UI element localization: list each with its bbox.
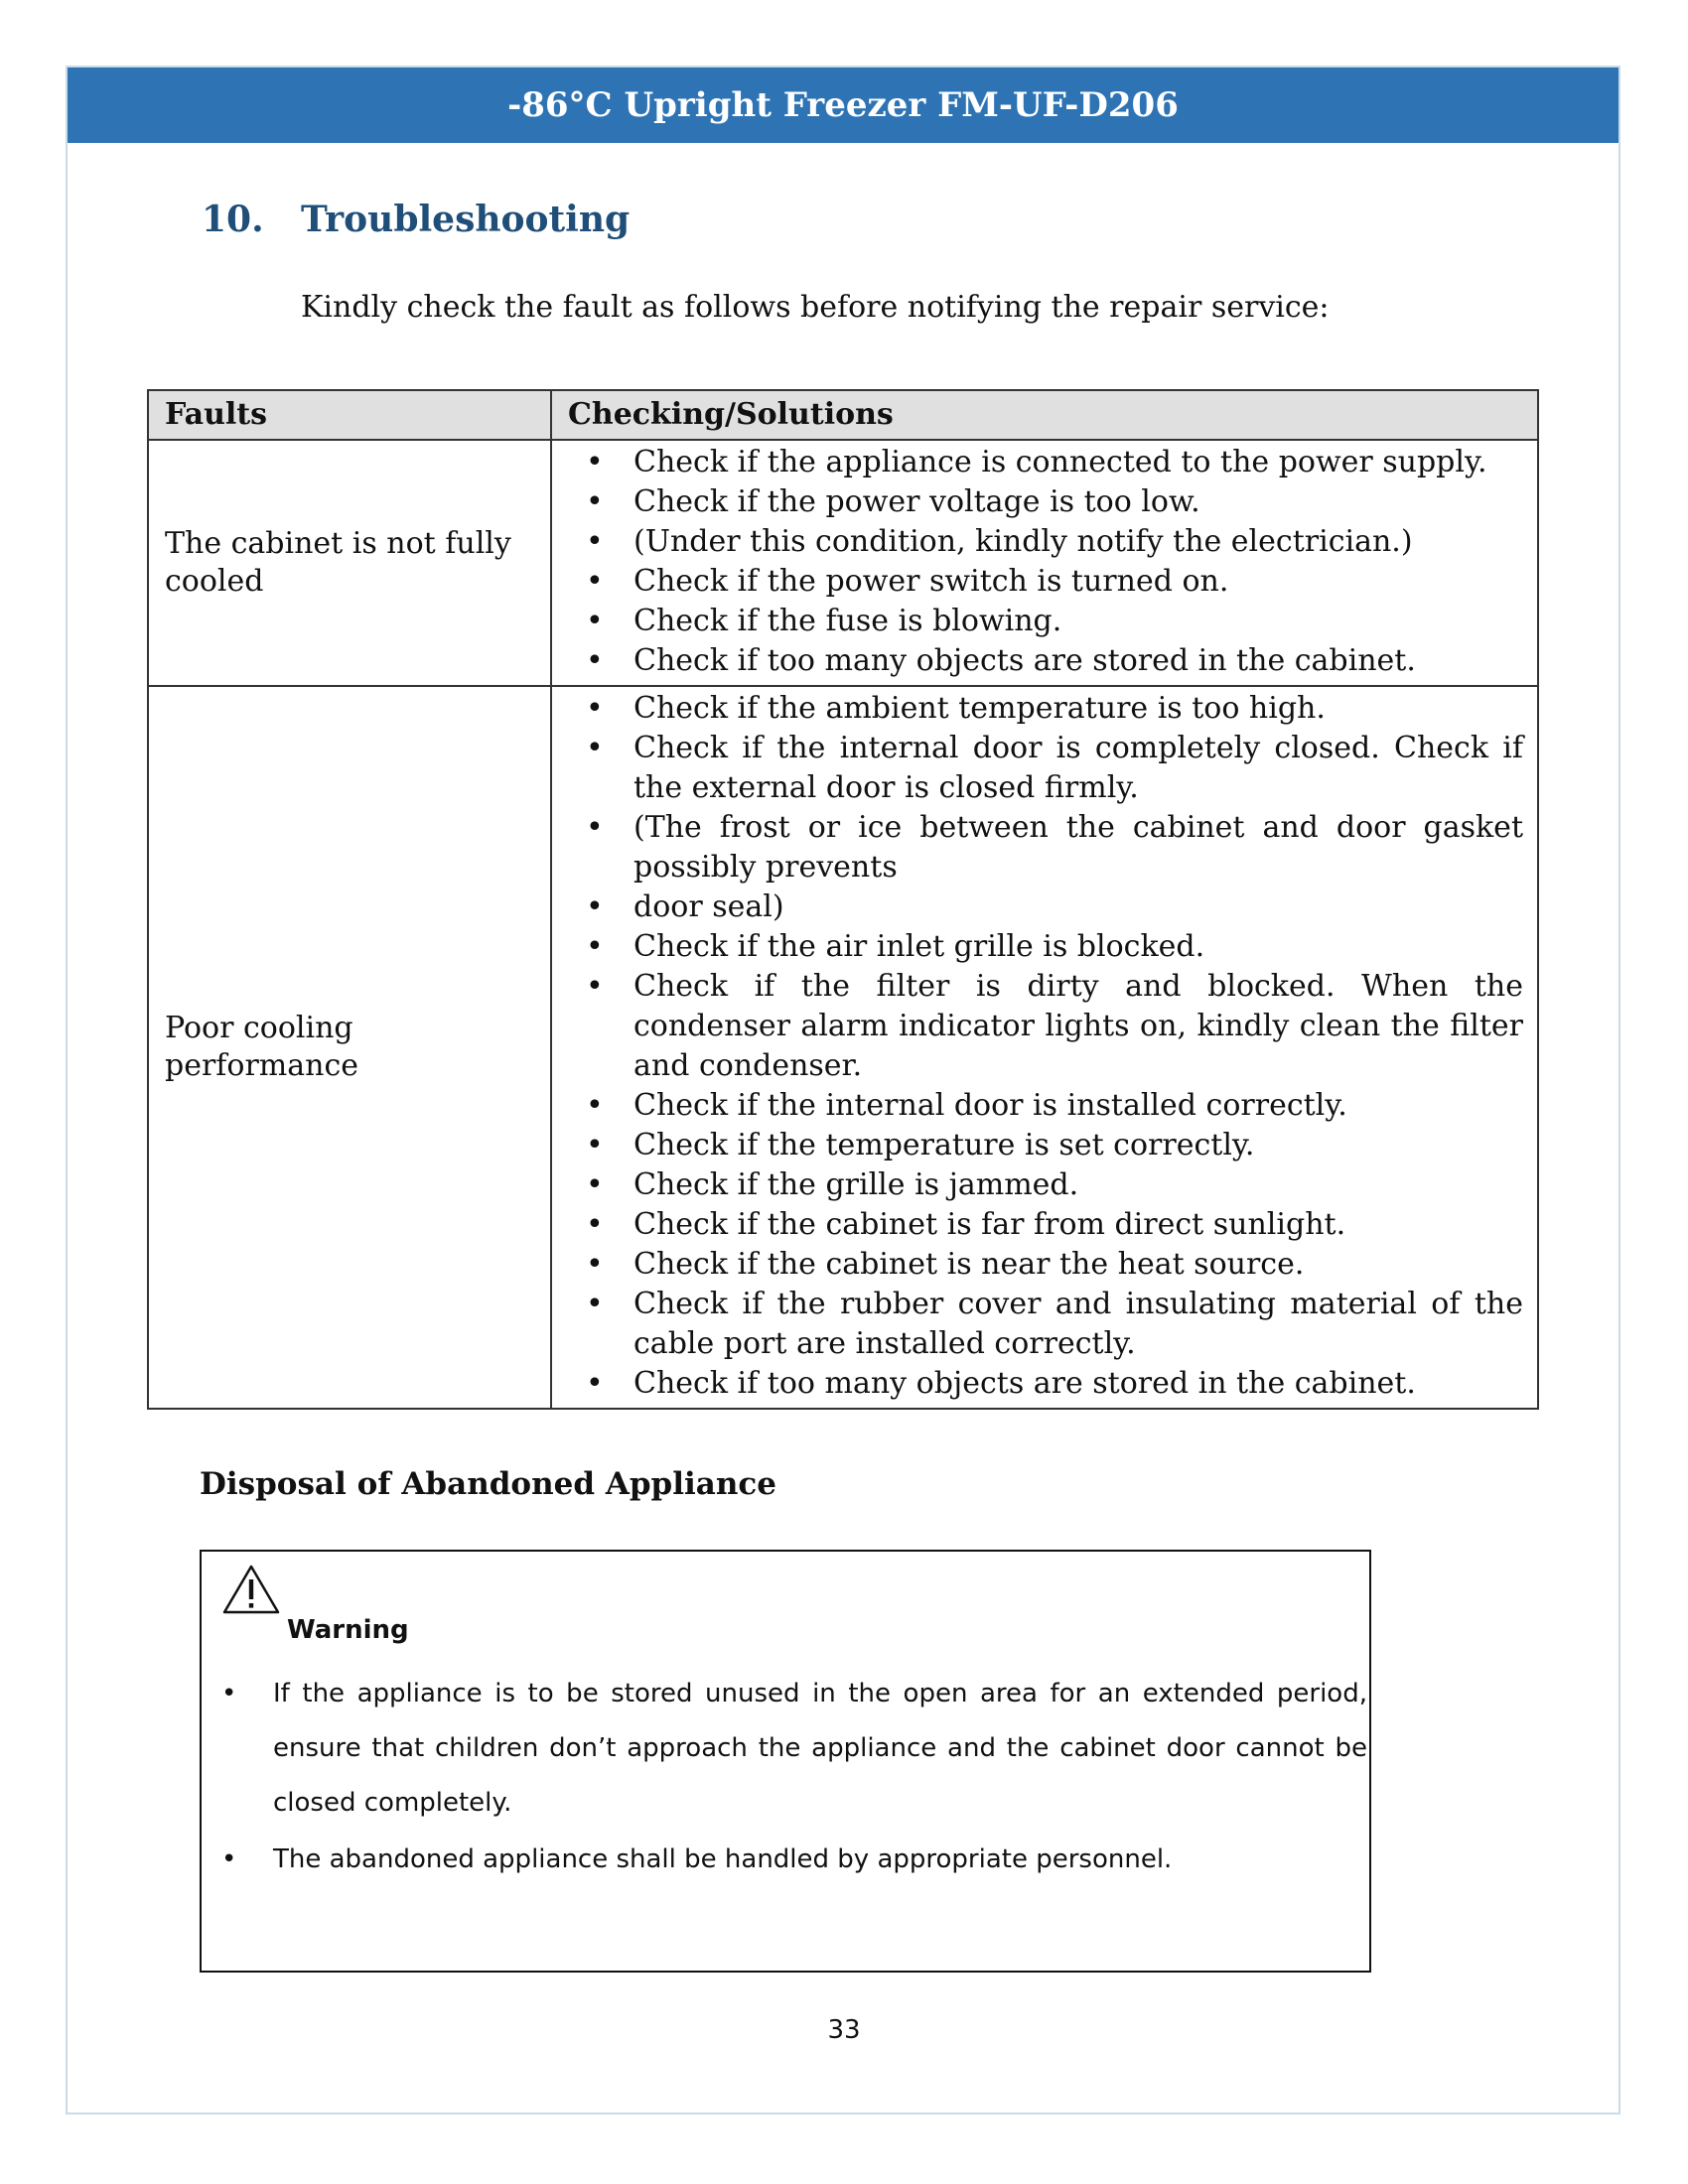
list-item: • Check if the cabinet is near the heat source. xyxy=(568,1245,1523,1285)
list-item: • Check if the temperature is set correctly. xyxy=(568,1126,1523,1165)
intro-text: Kindly check the fault as follows before notifying the repair service: xyxy=(301,290,1330,325)
troubleshooting-table xyxy=(147,389,1539,1410)
solutions-cell xyxy=(551,440,1538,686)
warning-label: Warning xyxy=(287,1615,409,1645)
list-item: • (Under this condition, kindly notify the electrician.) xyxy=(568,522,1523,562)
list-item: • Check if the fuse is blowing. xyxy=(568,602,1523,641)
section-title: Troubleshooting xyxy=(301,199,631,240)
table-row xyxy=(148,440,1538,686)
solutions-cell xyxy=(551,686,1538,1409)
list-item: • (The frost or ice between the cabinet and door gasket possibly prevents xyxy=(568,808,1523,887)
list-item: • Check if the air inlet grille is blocked. xyxy=(568,927,1523,967)
warning-box xyxy=(200,1550,1371,1973)
warning-list xyxy=(202,1667,1369,1889)
list-item: • Check if the power switch is turned on. xyxy=(568,562,1523,602)
list-item: • Check if too many objects are stored in the cabinet. xyxy=(568,641,1523,681)
list-item: • door seal) xyxy=(568,887,1523,927)
list-item: • Check if too many objects are stored in the cabinet. xyxy=(568,1364,1523,1404)
header-title: -86°C Upright Freezer FM-UF-D206 xyxy=(507,85,1179,125)
list-item: • Check if the power voltage is too low. xyxy=(568,482,1523,522)
solutions-list xyxy=(568,443,1523,681)
table-header-row xyxy=(148,390,1538,440)
list-item: • The abandoned appliance shall be handled by appropriate personnel. xyxy=(202,1833,1369,1887)
fault-cell: Poor cooling performance xyxy=(148,686,551,1409)
list-item: • Check if the filter is dirty and blocked. When the condenser alarm indicator lights on, kindly clean the filter and condenser. xyxy=(568,967,1523,1086)
warning-triangle-icon xyxy=(221,1564,281,1615)
column-header-faults: Faults xyxy=(148,390,551,440)
section-heading xyxy=(202,199,630,240)
list-item: • If the appliance is to be stored unused in the open area for an extended period, ensure that children don’t approach the appliance and the cabinet door cannot be closed completely. xyxy=(202,1667,1369,1831)
column-header-solutions: Checking/Solutions xyxy=(551,390,1538,440)
page-number: 33 xyxy=(827,2015,861,2045)
list-item: • Check if the internal door is completely closed. Check if the external door is closed firmly. xyxy=(568,729,1523,808)
list-item: • Check if the grille is jammed. xyxy=(568,1165,1523,1205)
list-item: • Check if the rubber cover and insulating material of the cable port are installed correctly. xyxy=(568,1285,1523,1364)
list-item: • Check if the cabinet is far from direct sunlight. xyxy=(568,1205,1523,1245)
solutions-list xyxy=(568,689,1523,1404)
section-number: 10. xyxy=(202,199,264,240)
document-header xyxy=(68,68,1618,143)
fault-cell: The cabinet is not fully cooled xyxy=(148,440,551,686)
list-item: • Check if the internal door is installed correctly. xyxy=(568,1086,1523,1126)
disposal-heading: Disposal of Abandoned Appliance xyxy=(200,1466,776,1502)
list-item: • Check if the appliance is connected to the power supply. xyxy=(568,443,1523,482)
list-item: • Check if the ambient temperature is too high. xyxy=(568,689,1523,729)
table-row xyxy=(148,686,1538,1409)
